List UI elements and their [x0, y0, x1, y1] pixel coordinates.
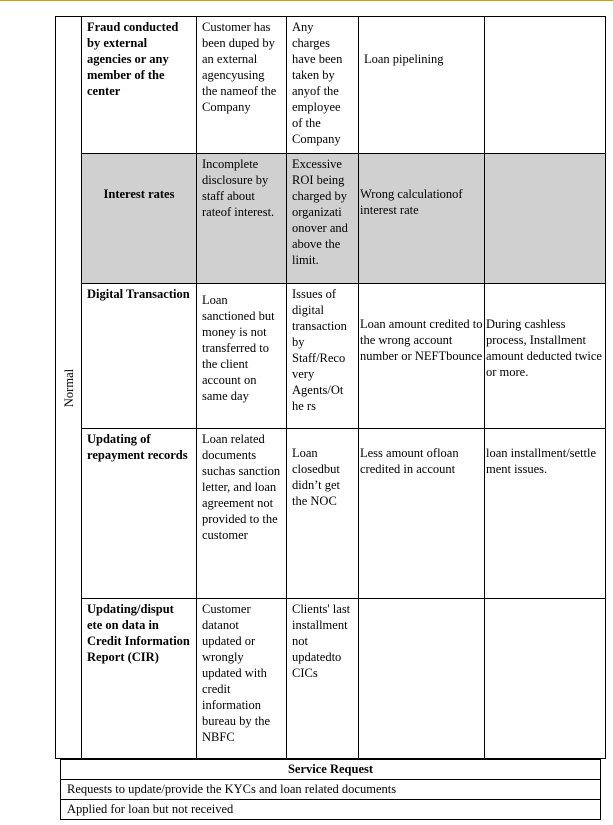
description-cell: Loan sanctioned but money is not transferred to the client account on same day — [197, 284, 287, 429]
table-row — [56, 284, 606, 429]
detail-cell: loan installment/settle ment issues. — [485, 429, 606, 599]
table-row — [61, 800, 601, 820]
category-cell: Fraud conducted by external agencies or any member of the center — [82, 17, 197, 154]
description-cell: Customer datanot updated or wrongly updated with credit information bureau by the NBFC — [197, 599, 287, 759]
table-row — [56, 429, 606, 599]
severity-label: Normal — [62, 368, 76, 407]
table-row — [56, 154, 606, 284]
table-row — [61, 760, 601, 780]
severity-cell — [56, 17, 82, 759]
example-cell: Any charges have been taken by anyof the employee of the Company — [287, 17, 359, 154]
detail-cell — [485, 154, 606, 284]
service-request-item: Requests to update/provide the KYCs and loan related documents — [61, 780, 601, 800]
category-cell: Updating/disput ete on data in Credit Information Report (CIR) — [82, 599, 197, 759]
issue-cell: Loan amount credited to the wrong account number or NEFTbounce — [359, 284, 485, 429]
detail-cell: During cashless process, Installment amount deducted twice or more. — [485, 284, 606, 429]
example-cell: Loan closedbut didn’t get the NOC — [287, 429, 359, 599]
category-cell: Digital Transaction — [82, 284, 197, 429]
service-request-item: Applied for loan but not received — [61, 800, 601, 820]
example-cell: Issues of digital transaction by Staff/Reco very Agents/Ot he rs — [287, 284, 359, 429]
detail-cell — [485, 17, 606, 154]
description-cell — [197, 154, 287, 284]
example-cell: Excessive ROI being charged by organizati onover and above the limit. — [287, 154, 359, 284]
description-cell: Loan related documents suchas sanction letter, and loan agreement not provided to the customer — [197, 429, 287, 599]
category-cell: Interest rates — [82, 154, 197, 284]
description-text: Incomplete disclosure by staff about rateof interest. — [202, 157, 275, 219]
issue-cell: Less amount ofloan credited in account — [359, 429, 485, 599]
service-request-title: Service Request — [61, 760, 601, 780]
detail-cell — [485, 599, 606, 759]
issue-cell — [359, 599, 485, 759]
category-cell: Updating of repayment records — [82, 429, 197, 599]
issue-cell: Wrong calculationof interest rate — [359, 154, 485, 284]
table-row — [56, 599, 606, 759]
issue-cell: Loan pipelining — [359, 17, 485, 154]
service-request-table — [60, 759, 601, 820]
table-row — [61, 780, 601, 800]
description-cell: Customer has been duped by an external agencyusing the nameof the Company — [197, 17, 287, 154]
grievance-table — [55, 16, 606, 759]
example-cell: Clients' last installment not updatedto CICs — [287, 599, 359, 759]
table-row — [56, 17, 606, 154]
